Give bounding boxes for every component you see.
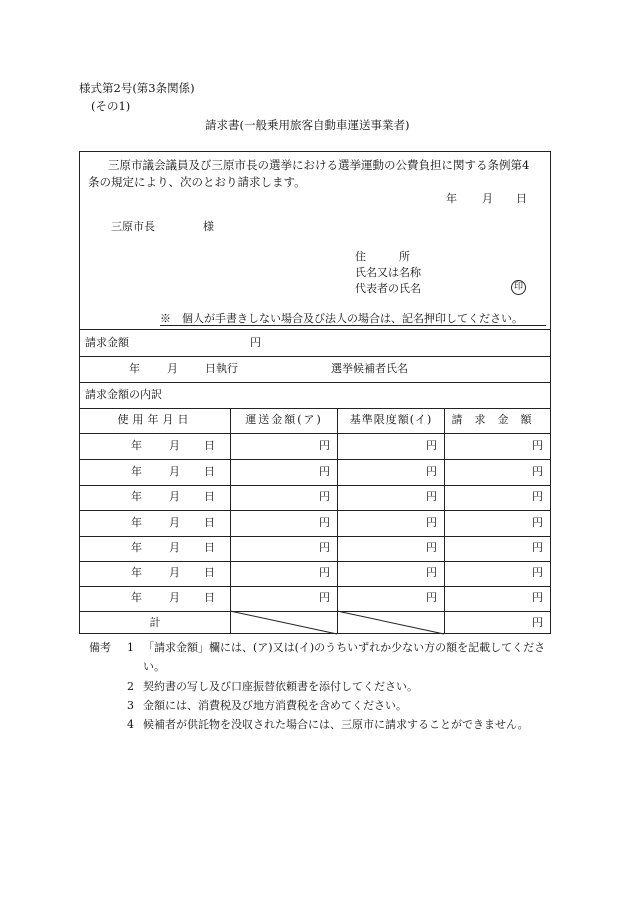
row-month: 月 (169, 541, 180, 554)
note-number: 1 (127, 641, 134, 654)
row-limit-yen: 円 (426, 566, 437, 579)
date-month: 月 (482, 192, 493, 205)
row-transport-yen: 円 (319, 465, 330, 478)
row-year: 年 (131, 490, 142, 503)
row-limit-yen: 円 (426, 490, 437, 503)
row-month: 月 (169, 439, 180, 452)
notes-label: 備考 (89, 641, 111, 654)
form-title: 請求書(一般乗用旅客自動車運送事業者) (205, 118, 410, 132)
row-transport-yen: 円 (319, 490, 330, 503)
request-body-line-1: 三原市議会議員及び三原市長の選挙における選挙運動の公費負担に関する条例第4 (108, 158, 530, 172)
representative-label: 代表者の氏名 (355, 282, 421, 295)
row-transport-yen: 円 (319, 541, 330, 554)
seal-mark: 印 (511, 280, 526, 295)
row-year: 年 (131, 439, 142, 452)
note-text: 「請求金額」欄には、(ア)又は(イ)のうちいずれか少ない方の額を記載してください。 (143, 641, 546, 673)
header-usage-date: 使用年月日 (117, 413, 193, 426)
row-month: 月 (169, 490, 180, 503)
header-limit-amount: 基準限度額(イ) (349, 413, 433, 426)
amount-label: 請求金額 (85, 336, 129, 349)
breakdown-label: 請求金額の内訳 (85, 388, 162, 401)
row-year: 年 (131, 566, 142, 579)
row-limit-yen: 円 (426, 465, 437, 478)
execution-year: 年 (129, 362, 140, 375)
note-text: 候補者が供託物を没収された場合には、三原市に請求することができません。 (143, 718, 529, 731)
row-year: 年 (131, 591, 142, 604)
note-number: 4 (127, 718, 134, 731)
row-claim-yen: 円 (532, 439, 543, 452)
row-claim-yen: 円 (532, 591, 543, 604)
row-day: 日 (204, 439, 215, 452)
row-month: 月 (169, 465, 180, 478)
row-day: 日 (204, 591, 215, 604)
row-transport-yen: 円 (319, 439, 330, 452)
candidate-name-label: 選挙候補者氏名 (331, 362, 408, 375)
date-year: 年 (446, 192, 457, 205)
row-limit-yen: 円 (426, 591, 437, 604)
diagonal-limit (337, 611, 444, 634)
header-claim-amount: 請求金額 (451, 413, 544, 426)
seal-note-underline (160, 325, 546, 326)
row-month: 月 (169, 591, 180, 604)
date-day: 日 (516, 192, 527, 205)
row-claim-yen: 円 (532, 541, 543, 554)
amount-yen: 円 (250, 336, 261, 349)
request-body-line-2: 条の規定により、次のとおり請求します。 (88, 175, 306, 189)
row-month: 月 (169, 566, 180, 579)
address-label: 住 所 (355, 250, 410, 263)
execution-day: 日執行 (205, 362, 238, 375)
row-claim-yen: 円 (532, 490, 543, 503)
execution-month: 月 (167, 362, 178, 375)
row-claim-yen: 円 (532, 516, 543, 529)
row-month: 月 (169, 516, 180, 529)
note-text: 契約書の写し及び口座振替依頼書を添付してください。 (143, 680, 418, 693)
note-number: 2 (127, 680, 134, 693)
row-day: 日 (204, 490, 215, 503)
row-day: 日 (204, 566, 215, 579)
total-label: 計 (149, 616, 161, 629)
row-year: 年 (131, 516, 142, 529)
row-transport-yen: 円 (319, 591, 330, 604)
row-day: 日 (204, 465, 215, 478)
row-day: 日 (204, 541, 215, 554)
total-yen: 円 (532, 616, 543, 629)
note-text: 金額には、消費税及び地方消費税を含めてください。 (143, 699, 407, 712)
row-year: 年 (131, 541, 142, 554)
row-limit-yen: 円 (426, 516, 437, 529)
form-number: 様式第2号(第3条関係) (79, 81, 195, 95)
row-limit-yen: 円 (426, 541, 437, 554)
seal-note: ※ 個人が手書きしない場合及び法人の場合は、記名押印してください。 (160, 312, 523, 325)
row-day: 日 (204, 516, 215, 529)
diagonal-transport (230, 611, 337, 634)
form-part: (その1) (91, 99, 131, 113)
row-claim-yen: 円 (532, 566, 543, 579)
header-transport-amount: 運送金額(ア) (245, 413, 323, 426)
row-year: 年 (131, 465, 142, 478)
row-transport-yen: 円 (319, 566, 330, 579)
name-label: 氏名又は名称 (355, 266, 421, 279)
addressee-honorific: 様 (203, 220, 214, 233)
row-claim-yen: 円 (532, 465, 543, 478)
row-limit-yen: 円 (426, 439, 437, 452)
row-transport-yen: 円 (319, 516, 330, 529)
note-number: 3 (127, 699, 134, 712)
addressee: 三原市長 (111, 220, 155, 233)
